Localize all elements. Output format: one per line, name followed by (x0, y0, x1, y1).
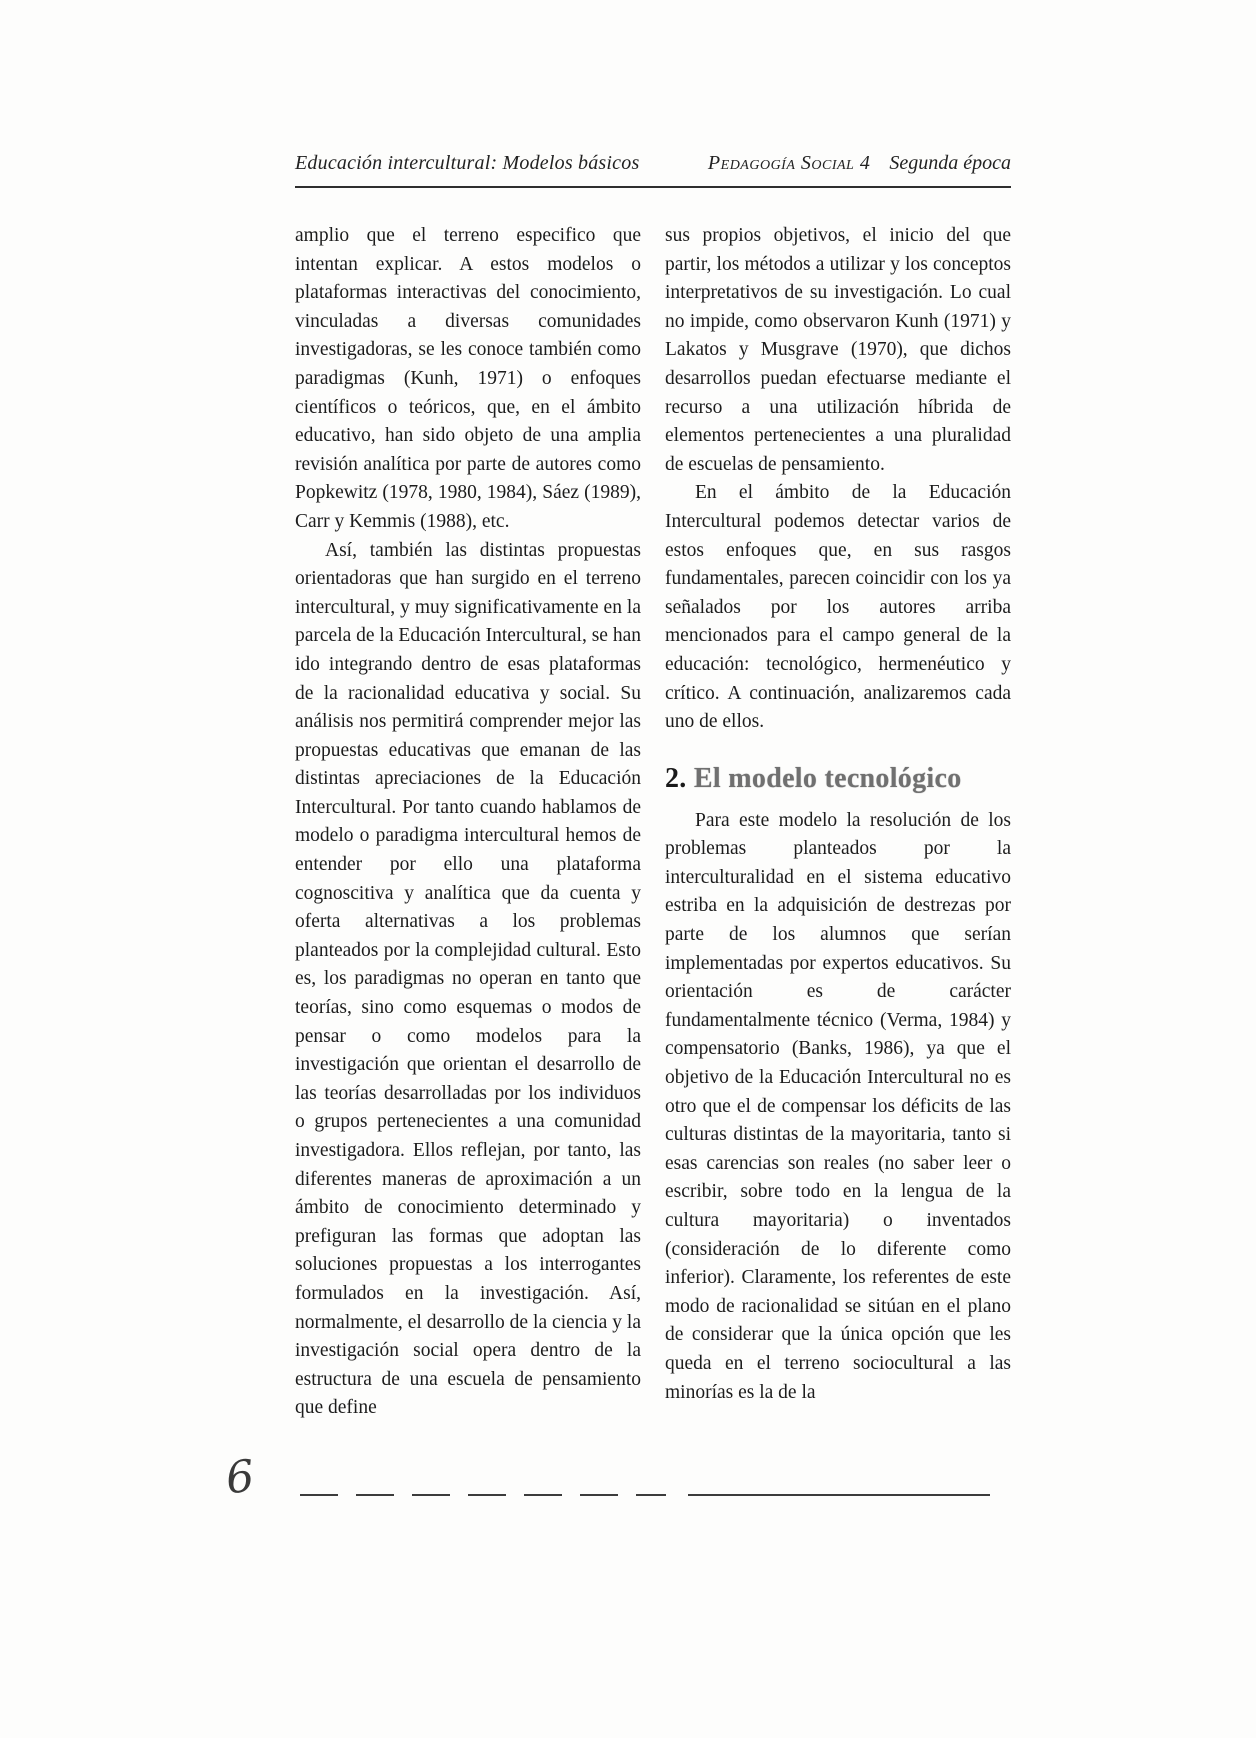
page-number: 6 (223, 1450, 257, 1505)
header-rule (295, 186, 1011, 188)
body-paragraph: sus propios objetivos, el inicio del que partir, los métodos a utilizar y los conceptos interpretativos de su investigación. Lo cual no impide, como observaron Kunh (1971) y Lakatos y Musgrave (1970), que dichos desarrollos puedan efectuarse mediante el recurso a una utilización híbrida de elementos pertenecientes a una pluralidad de escuelas de pensamiento. (665, 225, 1011, 475)
body-paragraph: En el ámbito de la Educación Intercultural podemos detectar varios de estos enfoques que, en sus rasgos fundamentales, parecen coincidir con los ya señalados por los autores arriba mencionados para el campo general de la educación: tecnológico, hermenéutico y crítico. A continuación, analizaremos cada uno de ellos. (665, 482, 1011, 733)
footer-rule-solid-segment (688, 1494, 990, 1496)
footer-rule-dashed-segment (300, 1494, 666, 1496)
chapter-title: Educación intercultural: Modelos básicos (295, 152, 640, 174)
right-column (665, 222, 1011, 1423)
body-paragraph: amplio que el terreno especifico que intentan explicar. A estos modelos o plataformas interactivas del conocimiento, vinculadas a diversas comunidades investigadoras, se les conoce también como paradigmas (Kunh, 1971) o enfoques científicos o teóricos, que, en el ámbito educativo, han sido objeto de una amplia revisión analítica por parte de autores como Popkewitz (1978, 1980, 1984), Sáez (1989), Carr y Kemmis (1988), etc. (295, 225, 641, 532)
journal-epoch: Segunda época (889, 152, 1011, 174)
running-header (295, 152, 1011, 175)
journal-header (708, 152, 1011, 175)
footer-rule-gap (666, 1494, 688, 1496)
left-column (295, 222, 641, 1423)
section-title: El modelo tecnológico (693, 762, 962, 794)
body-paragraph: Así, también las distintas propuestas orientadoras que han surgido en el terreno intercultural, y muy significativamente en la parcela de la Educación Intercultural, se han ido integrando dentro de esas plataformas de la racionalidad educativa y social. Su análisis nos permitirá comprender mejor las propuestas educativas que emanan de las distintas apreciaciones de la Educación Intercultural. Por tanto cuando hablamos de modelo o paradigma intercultural hemos de entender por ello una plataforma cognoscitiva y analítica que da cuenta y oferta alternativas a los problemas planteados por la complejidad cultural. Esto es, los paradigmas no operan en tanto que teorías, sino como esquemas o modos de pensar o como modelos para la investigación que orientan el desarrollo de las teorías desarrolladas por los individuos o grupos pertenecientes a una comunidad investigadora. Ellos reflejan, por tanto, las diferentes maneras de aproximación a un ámbito de conocimiento determinado y prefiguran las formas que adoptan las soluciones propuestas a los interrogantes formulados en la investigación. Así, normalmente, el desarrollo de la ciencia y la investigación social opera dentro de la estructura de una escuela de pensamiento que define (295, 539, 641, 1419)
section-number: 2. (665, 762, 687, 794)
body-paragraph: Para este modelo la resolución de los problemas planteados por la interculturalidad en el sistema educativo estriba en la adquisición de destrezas por parte de los alumnos que serían implementadas por expertos educativos. Su orientación es de carácter fundamentalmente técnico (Verma, 1984) y compensatorio (Banks, 1986), ya que el objetivo de la Educación Intercultural no es otro que el de compensar los déficits de las culturas distintas de la mayoritaria, tanto si esas carencias son reales (no saber leer o escribir, sobre todo en la lengua de la cultura mayoritaria) o inventados (consideración de lo diferente como inferior). Claramente, los referentes de este modo de racionalidad se sitúan en el plano de considerar que la única opción que les queda en el terreno sociocultural a las minorías es la de la (665, 809, 1011, 1403)
text-columns (295, 222, 1011, 1423)
section-heading (665, 763, 1011, 795)
footer-rule (300, 1494, 990, 1496)
journal-name: Pedagogía Social 4 (707, 152, 871, 174)
